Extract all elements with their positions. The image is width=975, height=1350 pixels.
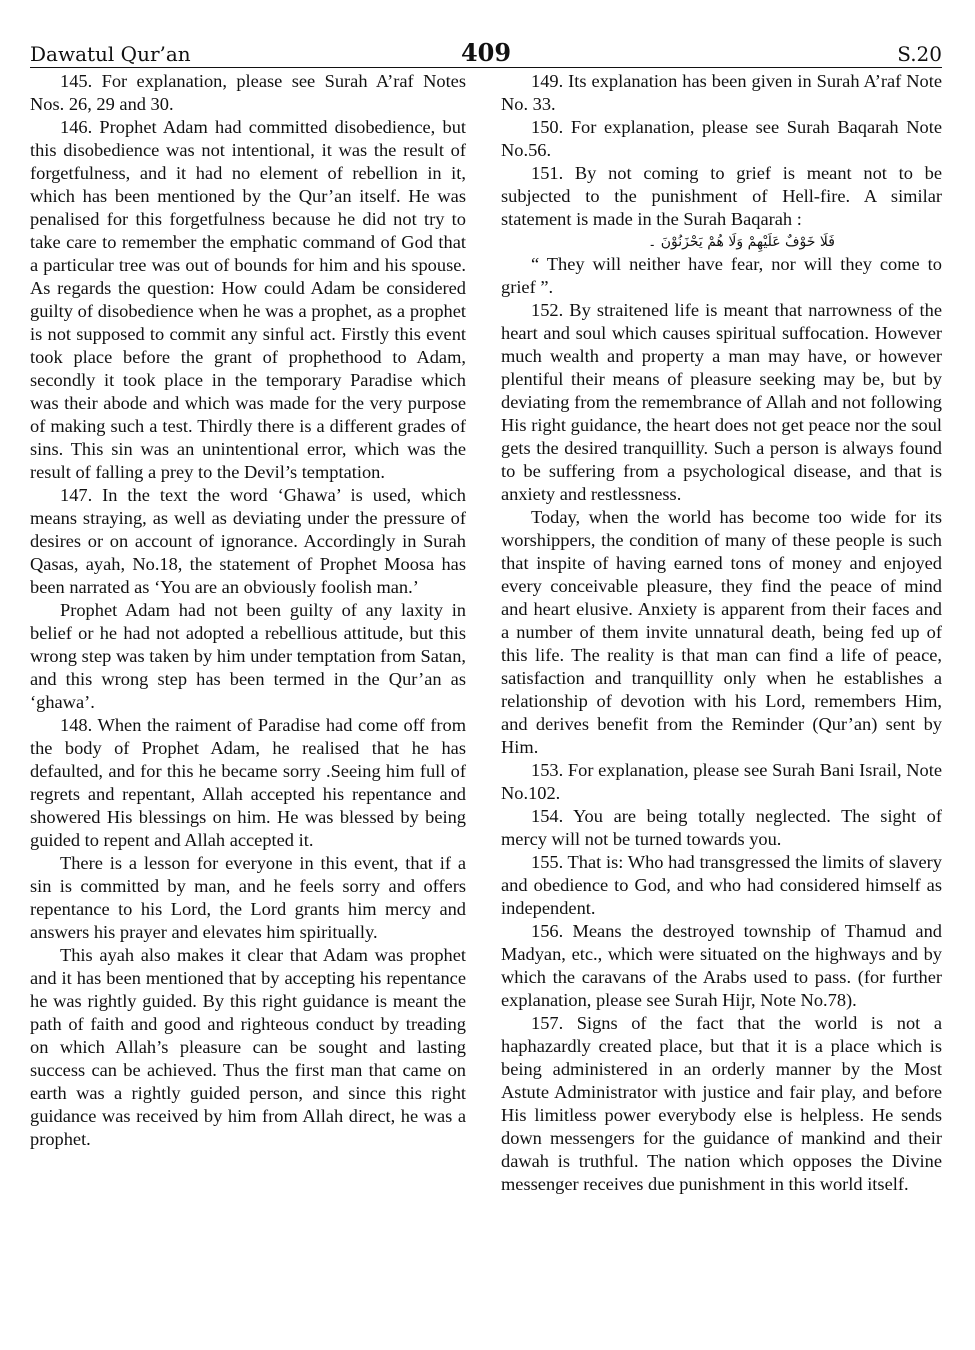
note-147-continued: Prophet Adam had not been guilty of any laxity in belief or he had not adopted a rebellious attitude, but this wrong step was taken by him under temptation from Satan, and this wrong step has been termed in the Qur’an as ‘ghawa’.: [30, 600, 466, 712]
note-152-continued: Today, when the world has become too wide for its worshippers, the condition of many of these people is such that inspite of having earned tons of money and enjoyed every conceivable pleasure, they find the peace of mind and heart elusive. Anxiety is apparent from their faces and a number of them invite unnatural death, being fed up of this life. The reality is that man can find a life of peace, satisfaction and tranquillity only when he establishes a relationship of devotion with his Lord, remembers Him, and derives benefit from the Reminder (Qur’an) sent by Him.: [501, 507, 942, 757]
note-149: 149. Its explanation has been given in Surah A’raf Note No. 33.: [501, 71, 942, 114]
note-153: 153. For explanation, please see Surah Bani Israil, Note No.102.: [501, 760, 942, 803]
note-146: 146. Prophet Adam had committed disobedience, but this disobedience was not intentional, it was the result of forgetfulness, and it had no element of rebellion in it, which has been mentioned by the Qur’an itself. He was penalised for this forgetfulness because he did not try to take care to remember the emphatic command of God that a particular tree was out of bounds for him and his spouse. As regards the question: How could Adam be considered guilty of disobedience when he was a prophet, as a prophet is not supposed to commit any sinful act. Firstly this event took place before the grant of prophethood to Adam, secondly it took place in the temporary Paradise which was their abode and which was made for the very purpose of making such a test. Thirdly there is a different grades of sins. This sin was an unintentional error, which was the result of falling a prey to the Devil’s temptation.: [30, 117, 466, 482]
note-148-lesson: There is a lesson for everyone in this event, that if a sin is committed by man, and he feels sorry and offers repentance to his Lord, the Lord grants him mercy and answers his prayer and elevates him spiritually.: [30, 853, 466, 942]
note-151-translation: “ They will neither have fear, nor will they come to grief ”.: [501, 254, 942, 297]
note-157: 157. Signs of the fact that the world is not a haphazardly created place, but that it is a place which is being administered in an orderly manner by the Most Astute Administrator with justice and fair play, and before His limitless power everybody else is helpless. He sends down messengers for the guidance of mankind and their dawah is truthful. The nation which opposes the Divine messenger receives due punishment in this world itself.: [501, 1013, 942, 1194]
header-rule: [30, 67, 942, 68]
note-151: 151. By not coming to grief is meant not to be subjected to the punishment of Hell-fire. A similar statement is made in the Surah Baqarah :: [501, 163, 942, 229]
surah-label: S.20: [897, 42, 942, 66]
book-title: Dawatul Qur’an: [30, 42, 191, 66]
page-number: 409: [460, 38, 512, 67]
right-column: [501, 70, 942, 1196]
note-147: 147. In the text the word ‘Ghawa’ is used, which means straying, as well as deviating under the pressure of desires or on account of ignorance. Accordingly in Surah Qasas, ayah, No.18, the statement of Prophet Moosa has been narrated as ‘You are an obviously foolish man.’: [30, 485, 466, 597]
arabic-verse: فَلَا خَوْفٌ عَلَيْهِمْ وَلَا هُمْ يَحْزَنُوْنَ ۔: [648, 234, 835, 250]
note-155: 155. That is: Who had transgressed the limits of slavery and obedience to God, and who had considered himself as independent.: [501, 852, 942, 918]
note-150: 150. For explanation, please see Surah Baqarah Note No.56.: [501, 117, 942, 160]
note-148-conclusion: This ayah also makes it clear that Adam was prophet and it has been mentioned that by accepting his repentance he was rightly guided. By this right guidance is meant the path of faith and good and righteous conduct by treading on which Allah’s pleasure can be sought and lasting success can be achieved. Thus the first man that came on earth was a rightly guided person, and since this right guidance was received by him from Allah direct, he was a prophet.: [30, 945, 466, 1149]
note-145: 145. For explanation, please see Surah A’raf Notes Nos. 26, 29 and 30.: [30, 71, 466, 114]
note-156: 156. Means the destroyed township of Thamud and Madyan, etc., which were situated on the highways and by which the caravans of the Arabs used to pass. (for further explanation, please see Surah Hijr, Note No.78).: [501, 921, 942, 1010]
note-148: 148. When the raiment of Paradise had come off from the body of Prophet Adam, he realised that he has defaulted, and for this he became sorry .Seeing him full of regrets and repentant, Allah accepted his repentance and showered His blessings on him. He was blessed by being guided to repent and Allah accepted it.: [30, 715, 466, 850]
page-header: [30, 38, 942, 70]
note-154: 154. You are being totally neglected. The sight of mercy will not be turned towards you.: [501, 806, 942, 849]
left-column: [30, 70, 466, 1151]
note-152: 152. By straitened life is meant that narrowness of the heart and soul which causes spiritual suffocation. However much wealth and property a man may have, or however plentiful their means of pleasure seeking may be, but by deviating from the remembrance of Allah and not following His right guidance, the heart does not get peace nor the soul gets the desired tranquillity. Such a person is always found to be suffering from a psychological disease, and that is anxiety and restlessness.: [501, 300, 942, 504]
